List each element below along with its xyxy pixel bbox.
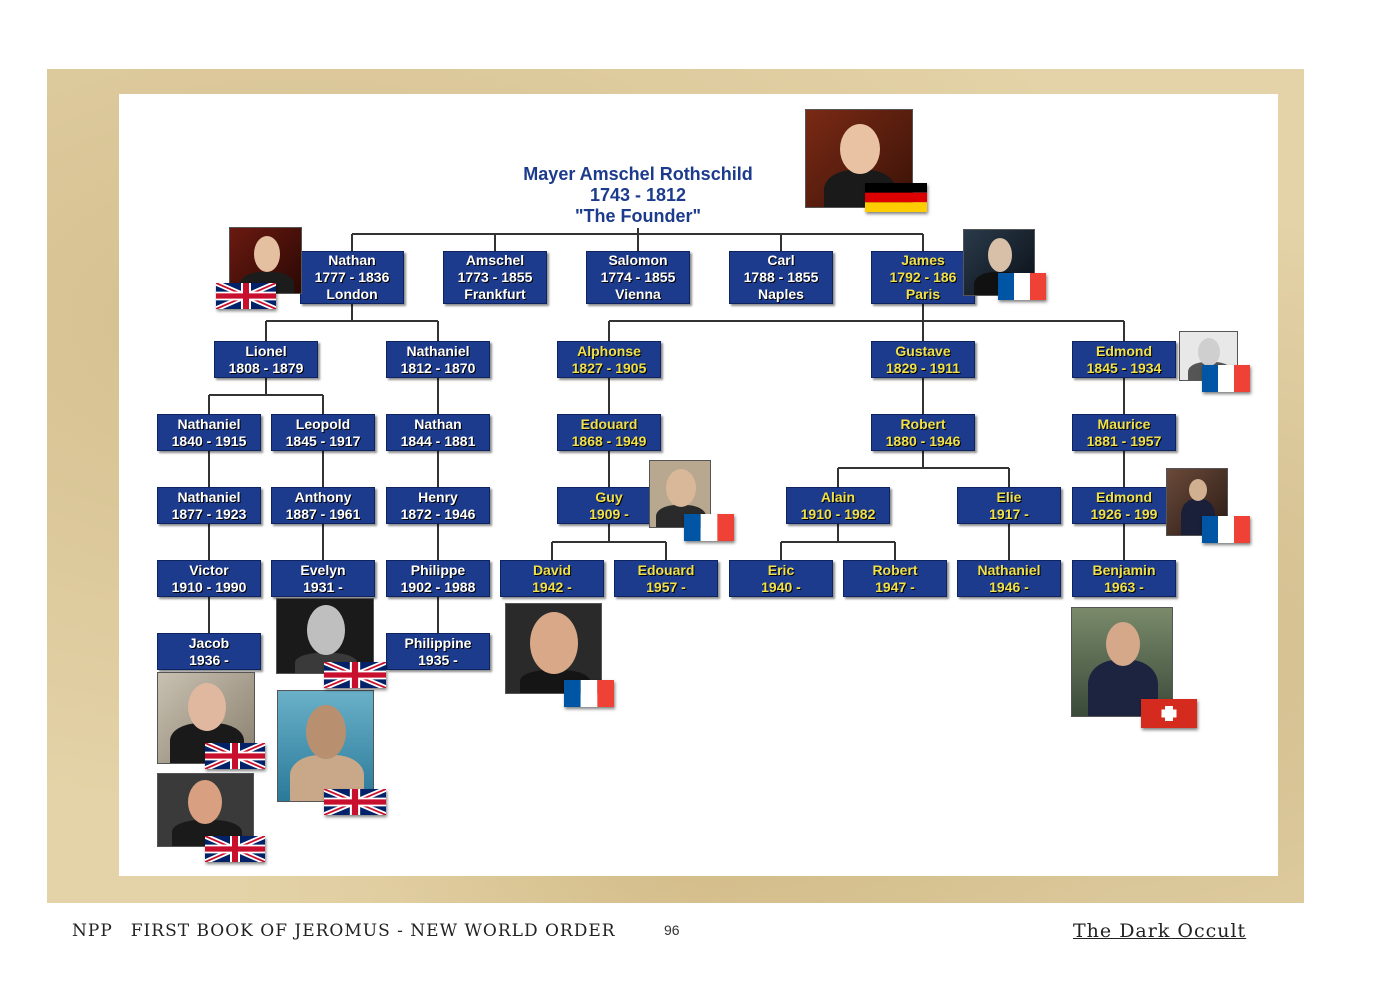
- switzerland-flag-icon: [1141, 699, 1197, 728]
- person-box-gustave: Gustave 1829 - 1911: [871, 341, 975, 378]
- footer-book-name: FIRST BOOK OF JEROMUS - NEW WORLD ORDER: [130, 921, 616, 941]
- france-flag-icon: [564, 680, 614, 707]
- person-box-eric: Eric 1940 -: [729, 560, 833, 597]
- person-box-maurice: Maurice 1881 - 1957: [1072, 414, 1176, 451]
- person-box-victor: Victor 1910 - 1990: [157, 560, 261, 597]
- person-box-amschel: Amschel 1773 - 1855 Frankfurt: [443, 251, 547, 304]
- person-box-nathaniel-1946: Nathaniel 1946 -: [957, 560, 1061, 597]
- germany-flag-icon: [865, 183, 927, 212]
- founder-name: Mayer Amschel Rothschild: [523, 164, 753, 184]
- person-box-edouard-1957: Edouard 1957 -: [614, 560, 718, 597]
- person-box-philippe: Philippe 1902 - 1988: [386, 560, 490, 597]
- person-box-nathan-1844: Nathan 1844 - 1881: [386, 414, 490, 451]
- person-box-benjamin: Benjamin 1963 -: [1072, 560, 1176, 597]
- person-box-nathaniel-1877: Nathaniel 1877 - 1923: [157, 487, 261, 524]
- person-box-james: James 1792 - 186 Paris: [871, 251, 975, 304]
- person-box-jacob: Jacob 1936 -: [157, 633, 261, 670]
- person-box-robert-1947: Robert 1947 -: [843, 560, 947, 597]
- uk-flag-icon: [205, 743, 265, 769]
- person-box-salomon: Salomon 1774 - 1855 Vienna: [586, 251, 690, 304]
- person-box-alain: Alain 1910 - 1982: [786, 487, 890, 524]
- person-box-henry: Henry 1872 - 1946: [386, 487, 490, 524]
- footer-book-title: [72, 921, 634, 941]
- france-flag-icon: [1202, 365, 1250, 392]
- portrait-evelyn-son: [277, 690, 374, 802]
- uk-flag-icon: [205, 836, 265, 862]
- france-flag-icon: [684, 514, 734, 541]
- founder-years: 1743 - 1812: [589, 185, 687, 205]
- uk-flag-icon: [216, 283, 276, 309]
- person-box-elie: Elie 1917 -: [957, 487, 1061, 524]
- france-flag-icon: [998, 273, 1046, 300]
- person-box-robert-1880: Robert 1880 - 1946: [871, 414, 975, 451]
- founder-title: [478, 164, 798, 227]
- person-box-edmond-1926: Edmond 1926 - 199: [1072, 487, 1176, 524]
- person-box-nathaniel-1840: Nathaniel 1840 - 1915: [157, 414, 261, 451]
- uk-flag-icon: [324, 789, 386, 815]
- person-box-philippine: Philippine 1935 -: [386, 633, 490, 670]
- footer-chapter-title: The Dark Occult: [1073, 920, 1247, 942]
- person-box-evelyn: Evelyn 1931 -: [271, 560, 375, 597]
- page-number: 96: [664, 922, 680, 938]
- founder-nickname: "The Founder": [574, 206, 702, 226]
- uk-flag-icon: [324, 662, 386, 688]
- france-flag-icon: [1202, 516, 1250, 543]
- person-box-david: David 1942 -: [500, 560, 604, 597]
- person-box-edmond-1845: Edmond 1845 - 1934: [1072, 341, 1176, 378]
- person-box-nathan-1777: Nathan 1777 - 1836 London: [300, 251, 404, 304]
- person-box-lionel: Lionel 1808 - 1879: [214, 341, 318, 378]
- person-box-guy: Guy 1909 -: [557, 487, 661, 524]
- person-box-alphonse: Alphonse 1827 - 1905: [557, 341, 661, 378]
- person-box-leopold: Leopold 1845 - 1917: [271, 414, 375, 451]
- person-box-nathaniel-1812: Nathaniel 1812 - 1870: [386, 341, 490, 378]
- footer-publisher: NPP: [72, 921, 113, 941]
- person-box-anthony: Anthony 1887 - 1961: [271, 487, 375, 524]
- person-box-edouard-1868: Edouard 1868 - 1949: [557, 414, 661, 451]
- person-box-carl: Carl 1788 - 1855 Naples: [729, 251, 833, 304]
